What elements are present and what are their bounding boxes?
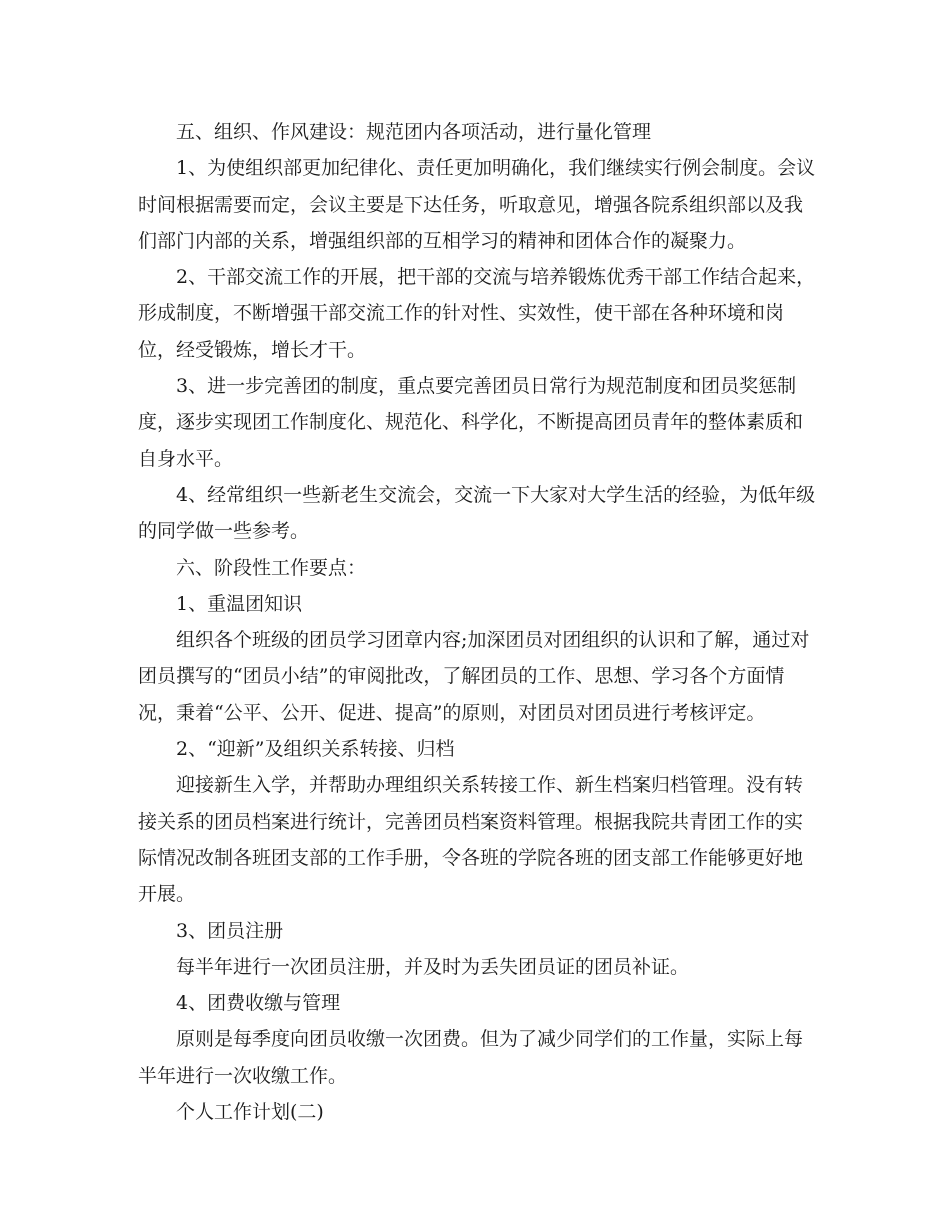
section-heading-organization: 五、组织、作风建设：规范团内各项活动，进行量化管理 [176, 121, 652, 143]
section-heading-stage-work: 六、阶段性工作要点： [176, 556, 367, 579]
paragraph-member-registration: 每半年进行一次团员注册，并及时为丢失团员证的团员补证。 [176, 955, 690, 978]
paragraph-fee-collection: 原则是每季度向团员收缴一次团费。但为了减少同学们的工作量，实际上每半年进行一次收缴工作。 [138, 1028, 804, 1087]
subheading-member-registration: 3、团员注册 [176, 919, 284, 942]
paragraph-cadre-exchange: 2、干部交流工作的开展，把干部的交流与培养锻炼优秀干部工作结合起来，形成制度，不断增强干部交流工作的针对性、实效性，使干部在各种环境和岗位，经受锻炼，增长才干。 [138, 266, 816, 361]
document-body [138, 114, 818, 1130]
paragraph-exchange-meetings: 4、经常组织一些新老生交流会，交流一下大家对大学生活的经验，为低年级的同学做一些参考。 [138, 483, 816, 543]
subheading-review-knowledge: 1、重温团知识 [176, 592, 303, 615]
paragraph-review-knowledge: 组织各个班级的团员学习团章内容;加深团员对团组织的认识和了解，通过对团员撰写的“团员小结”的审阅批改，了解团员的工作、思想、学习各个方面情况，秉着“公平、公开、促进、提高”的原则，对团员对团员进行考核评定。 [138, 629, 810, 724]
subheading-fee-collection: 4、团费收缴与管理 [176, 992, 341, 1015]
paragraph-meeting-system: 1、为使组织部更加纪律化、责任更加明确化，我们继续实行例会制度。会议时间根据需要而定，会议主要是下达任务，听取意见，增强各院系组织部以及我们部门内部的关系，增强组织部的互相学习的精神和团体合作的凝聚力。 [138, 157, 816, 252]
next-section-title: 个人工作计划(二) [176, 1101, 324, 1124]
subheading-welcome-new: 2、“迎新”及组织关系转接、归档 [176, 738, 455, 761]
paragraph-league-system: 3、进一步完善团的制度，重点要完善团员日常行为规范制度和团员奖惩制度，逐步实现团工作制度化、规范化、科学化，不断提高团员青年的整体素质和自身水平。 [138, 375, 804, 470]
paragraph-welcome-new: 迎接新生入学，并帮助办理组织关系转接工作、新生档案归档管理。没有转接关系的团员档案进行统计，完善团员档案资料管理。根据我院共青团工作的实际情况改制各班团支部的工作手册，令各班的学院各班的团支部工作能够更好地开展。 [138, 774, 804, 906]
